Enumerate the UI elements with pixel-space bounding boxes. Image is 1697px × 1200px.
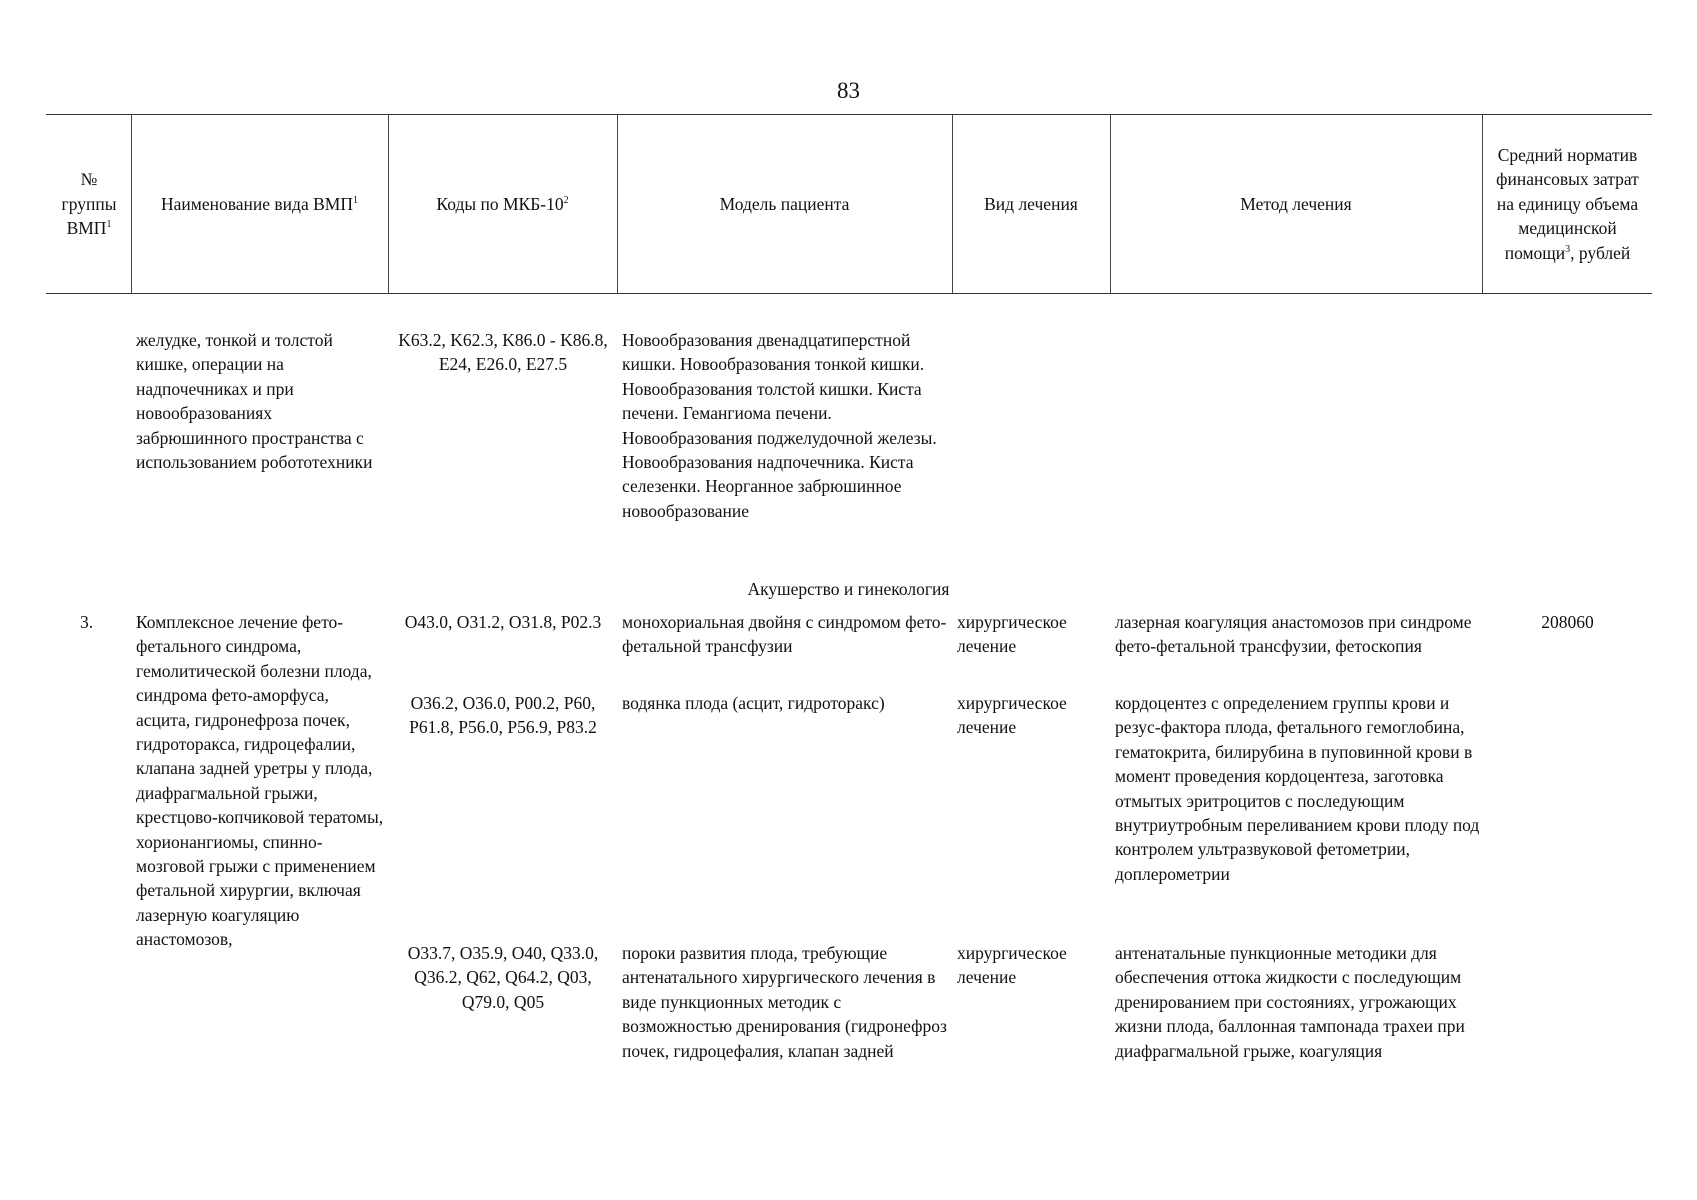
header-icd-codes: Коды по МКБ-$10^2$	[436, 193, 569, 214]
group-number: 3.	[80, 612, 94, 632]
continuation-icd-codes: K63.2, K62.3, K86.0 - K86.8, E24, E26.0, E27.5	[398, 330, 608, 375]
entry-patient-model: пороки развития плода, требующие антенатального хирургического лечения в виде пункционных методик с возможностью дренирования (гидронефроз почек, гидроцефалия, клапан задней	[622, 943, 947, 1061]
entry-treatment-method: кордоцентез с определением группы крови и резус-фактора плода, фетального гемоглобина, гематокрита, билирубина в пуповинной крови в момент проведения кордоцентеза, заготовка отмытых эритроцитов с последующим внутриутробным переливанием крови плоду под контролем ультразвуковой фетометрии, доплерометрии	[1115, 693, 1480, 884]
entry-patient-model: водянка плода (асцит, гидроторакс)	[622, 693, 885, 713]
entry-icd-codes: O33.7, O35.9, O40, Q33.0, Q36.2, Q62, Q64.2, Q03, Q79.0, Q05	[407, 943, 599, 1012]
header-patient-model: Модель пациента	[719, 193, 850, 214]
table-header-bottom-rule	[46, 293, 1652, 294]
header-average-cost: Средний норматив финансовых затрат на единицу объема медицинской помощи$^3$, рублей	[1496, 144, 1639, 263]
entry-treatment-type: хирургическое лечение	[957, 943, 1067, 988]
entry-treatment-method: лазерная коагуляция анастомозов при синдроме фето-фетальной трансфузии, фетоскопия	[1115, 612, 1472, 657]
header-treatment-type: Вид лечения	[984, 193, 1078, 214]
continuation-vmp-name: желудке, тонкой и толстой кишке, операции на надпочечниках и при новообразованиях забрюшинного пространства с использованием робототехники	[136, 330, 373, 473]
entry-treatment-type: хирургическое лечение	[957, 693, 1067, 738]
header-group-number: № группы ВМП$^1$	[61, 169, 117, 239]
section-title: Акушерство и гинекология	[747, 579, 950, 599]
entry-patient-model: монохориальная двойня с синдромом фето-фетальной трансфузии	[622, 612, 947, 657]
group-average-cost: 208060	[1541, 612, 1594, 632]
continuation-patient-model: Новообразования двенадцатиперстной кишки. Новообразования тонкой кишки. Новообразования толстой кишки. Киста печени. Гемангиома печени. Новообразования поджелудочной железы. Новообразования надпочечника. Киста селезенки. Неорганное забрюшинное новообразование	[622, 330, 937, 521]
group-vmp-name: Комплексное лечение фето-фетального синдрома, гемолитической болезни плода, синдрома фето-аморфуса, асцита, гидронефроза почек, гидроторакса, гидроцефалии, клапана задней уретры у плода, диафрагмальной грыжи, крестцово-копчиковой тератомы, хорионангиомы, спинно-мозговой грыжи с применением фетальной хирургии, включая лазерную коагуляцию анастомозов,	[136, 612, 384, 950]
header-vmp-name: Наименование вида ВМП$^1$	[161, 193, 358, 214]
entry-icd-codes: O36.2, O36.0, P00.2, P60, P61.8, P56.0, P56.9, P83.2	[409, 693, 597, 738]
header-treatment-method: Метод лечения	[1240, 193, 1352, 214]
entry-icd-codes: O43.0, O31.2, O31.8, P02.3	[404, 612, 602, 632]
page-number: 83	[837, 78, 860, 103]
entry-treatment-type: хирургическое лечение	[957, 612, 1067, 657]
entry-treatment-method: антенатальные пункционные методики для обеспечения оттока жидкости с последующим дренированием при состояниях, угрожающих жизни плода, баллонная тампонада трахеи при диафрагмальной грыже, коагуляция	[1115, 943, 1465, 1061]
